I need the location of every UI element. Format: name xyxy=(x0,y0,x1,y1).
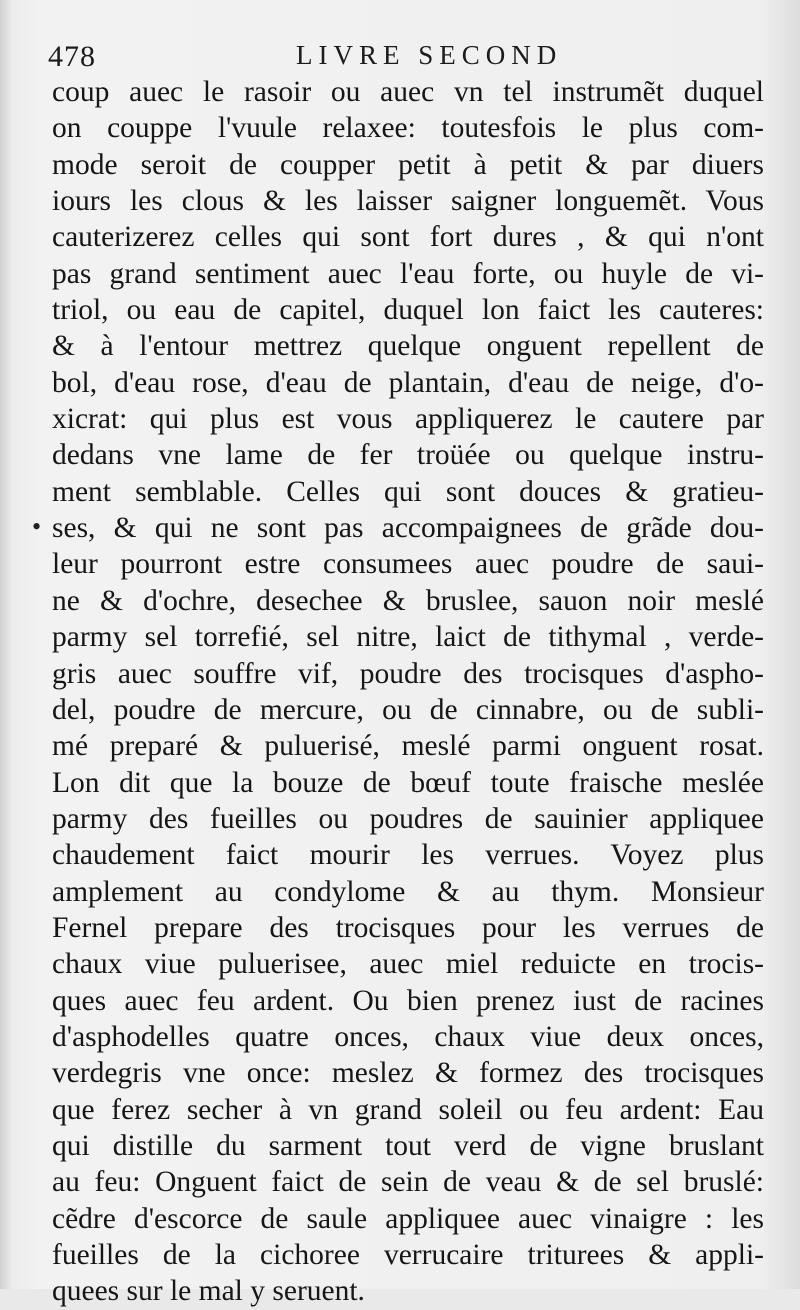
text-line: mode seroit de coupper petit à petit & par diuers xyxy=(52,148,764,181)
text-line: parmy des fueilles ou poudres de sauinier appliquee xyxy=(52,802,764,835)
running-title: LIVRE SECOND xyxy=(296,40,563,70)
text-line: ques auec feu ardent. Ou bien prenez iust de racines xyxy=(52,984,764,1017)
text-line: xicrat: qui plus est vous appliquerez le cautere par xyxy=(52,403,764,436)
text-line: fueilles de la cichoree verrucaire triturees & appli- xyxy=(52,1239,764,1271)
text-line: que ferez secher à vn grand soleil ou feu ardent: Eau xyxy=(52,1093,764,1126)
page-number: 478 xyxy=(48,40,96,73)
text-line: Fernel prepare des trocisques pour les verrues de xyxy=(52,911,764,944)
text-line: Lon dit que la bouze de bœuf toute fraische meslée xyxy=(52,766,764,799)
text-line: on couppe l'vuule relaxee: toutesfois le plus com- xyxy=(52,112,764,145)
text-line: triol, ou eau de capitel, duquel lon faict les cauteres: xyxy=(52,294,764,327)
margin-mark: • xyxy=(32,512,42,541)
body-text xyxy=(52,74,764,1310)
text-line: bol, d'eau rose, d'eau de plantain, d'eau de neige, d'o- xyxy=(52,366,764,399)
running-head xyxy=(48,38,768,78)
text-line: iours les clous & les laisser saigner longuemẽt. Vous xyxy=(52,185,764,218)
text-line: cauterizerez celles qui sont fort dures , & qui n'ont xyxy=(52,221,764,254)
text-line: ne & d'ochre, desechee & bruslee, sauon noir meslé xyxy=(52,584,764,617)
text-line: quees sur le mal y seruent. xyxy=(52,1275,365,1308)
text-line: coup auec le rasoir ou auec vn tel instrumẽt duquel xyxy=(52,76,764,108)
text-line: dedans vne lame de fer troüée ou quelque instru- xyxy=(52,439,764,472)
text-line: chaudement faict mourir les verrues. Voyez plus xyxy=(52,839,764,872)
text-line: chaux viue puluerisee, auec miel reduicte en trocis- xyxy=(52,948,764,981)
text-line: pas grand sentiment auec l'eau forte, ou huyle de vi- xyxy=(52,257,764,290)
text-line: verdegris vne once: meslez & formez des trocisques xyxy=(52,1057,764,1090)
text-line: qui distille du sarment tout verd de vigne bruslant xyxy=(52,1129,764,1162)
text-line: mé preparé & puluerisé, meslé parmi onguent rosat. xyxy=(52,730,764,763)
text-line: parmy sel torrefié, sel nitre, laict de tithymal , verde- xyxy=(52,621,764,654)
text-line: & à l'entour mettrez quelque onguent repellent de xyxy=(52,330,764,363)
text-line: ment semblable. Celles qui sont douces & gratieu- xyxy=(52,475,764,508)
text-line: amplement au condylome & au thym. Monsieur xyxy=(52,875,764,908)
text-line: d'asphodelles quatre onces, chaux viue deux onces, xyxy=(52,1020,764,1053)
text-line: ses, & qui ne sont pas accompaignees de grãde dou- xyxy=(52,512,764,545)
text-line: gris auec souffre vif, poudre des trocisques d'aspho- xyxy=(52,657,764,690)
text-line: del, poudre de mercure, ou de cinnabre, ou de subli- xyxy=(52,693,764,726)
text-line: cẽdre d'escorce de saule appliquee auec vinaigre : les xyxy=(52,1202,764,1235)
text-line: au feu: Onguent faict de sein de veau & de sel bruslé: xyxy=(52,1166,764,1199)
text-line: leur pourront estre consumees auec poudre de saui- xyxy=(52,548,764,581)
